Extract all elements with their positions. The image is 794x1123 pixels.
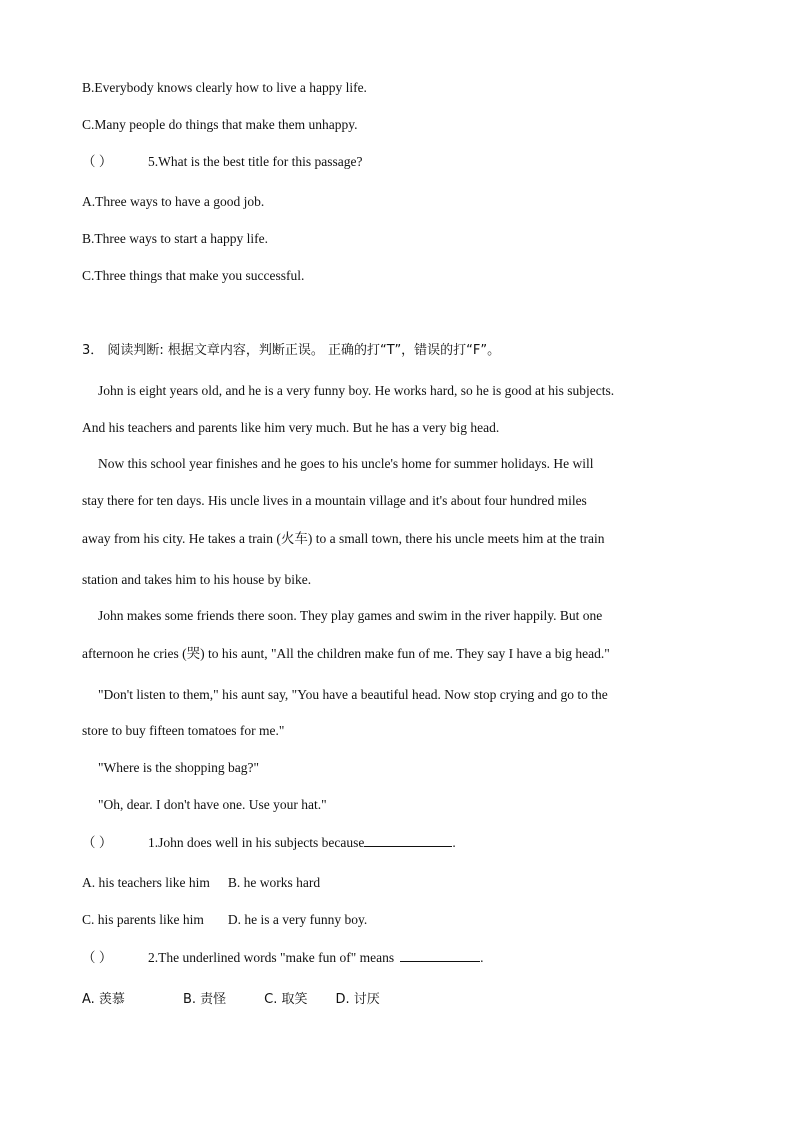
q3-1-question: 1.John does well in his subjects because bbox=[148, 835, 365, 850]
q3-2-question-line bbox=[82, 949, 483, 967]
q3-1-option-a: A. his teachers like him bbox=[82, 875, 210, 890]
q5-option-c: C.Three things that make you successful. bbox=[82, 268, 305, 283]
passage-line-1: John is eight years old, and he is a very funny boy. He works hard, so he is good at his subjects. bbox=[98, 383, 615, 398]
q3-2-option-c: C. 取笑 bbox=[264, 992, 308, 1007]
passage-line-12: "Oh, dear. I don't have one. Use your hat." bbox=[98, 797, 327, 812]
q3-1-question-line bbox=[82, 834, 456, 852]
answer-blank bbox=[400, 949, 480, 962]
q3-2-question: 2.The underlined words "make fun of" means bbox=[148, 950, 395, 965]
q3-1-options-cd bbox=[82, 911, 367, 929]
q3-2-end: . bbox=[480, 950, 484, 965]
q5-question: 5.What is the best title for this passage? bbox=[148, 154, 363, 169]
q3-2-options bbox=[82, 991, 380, 1009]
q3-1-option-c: C. his parents like him bbox=[82, 912, 204, 927]
q3-2-option-d: D. 讨厌 bbox=[335, 992, 380, 1007]
passage-line-3: Now this school year finishes and he goes to his uncle's home for summer holidays. He will bbox=[98, 456, 594, 471]
passage-line-7: John makes some friends there soon. They play games and swim in the river happily. But one bbox=[98, 608, 603, 623]
q5-option-b: B.Three ways to start a happy life. bbox=[82, 231, 268, 246]
q3-1-option-d: D. he is a very funny boy. bbox=[227, 912, 368, 927]
q3-2-option-a: A. 羡慕 bbox=[82, 992, 125, 1007]
section-3-heading: 3． 阅读判断: 根据文章内容，判断正误。 正确的打“T”，错误的打“F”。 bbox=[82, 343, 501, 358]
passage-line-8: afternoon he cries (哭) to his aunt, "All the children make fun of me. They say I have a big head." bbox=[82, 646, 610, 661]
q5-option-a: A.Three ways to have a good job. bbox=[82, 194, 265, 209]
q3-2-option-b: B. 责怪 bbox=[182, 992, 227, 1007]
passage-line-2: And his teachers and parents like him very much. But he has a very big head. bbox=[82, 420, 500, 435]
passage-line-5: away from his city. He takes a train (火车) to a small town, there his uncle meets him at the train bbox=[82, 531, 605, 546]
q3-1-end: . bbox=[452, 835, 456, 850]
q3-1-options-ab bbox=[82, 874, 320, 892]
passage-line-11: "Where is the shopping bag?" bbox=[98, 760, 259, 775]
passage-line-6: station and takes him to his house by bike. bbox=[82, 572, 312, 587]
answer-parentheses: （ ） bbox=[82, 950, 113, 965]
passage-line-10: store to buy fifteen tomatoes for me." bbox=[82, 723, 285, 738]
q5-question-line bbox=[82, 153, 362, 171]
answer-blank bbox=[364, 834, 452, 847]
q4-option-b: B.Everybody knows clearly how to live a happy life. bbox=[82, 80, 367, 95]
answer-parentheses: （ ） bbox=[82, 835, 113, 850]
passage-line-4: stay there for ten days. His uncle lives in a mountain village and it's about four hundred miles bbox=[82, 493, 587, 508]
passage-line-9: "Don't listen to them," his aunt say, "You have a beautiful head. Now stop crying and go to the bbox=[98, 687, 608, 702]
q3-1-option-b: B. he works hard bbox=[227, 875, 321, 890]
q4-option-c: C.Many people do things that make them unhappy. bbox=[82, 117, 358, 132]
answer-parentheses: （ ） bbox=[82, 154, 113, 169]
